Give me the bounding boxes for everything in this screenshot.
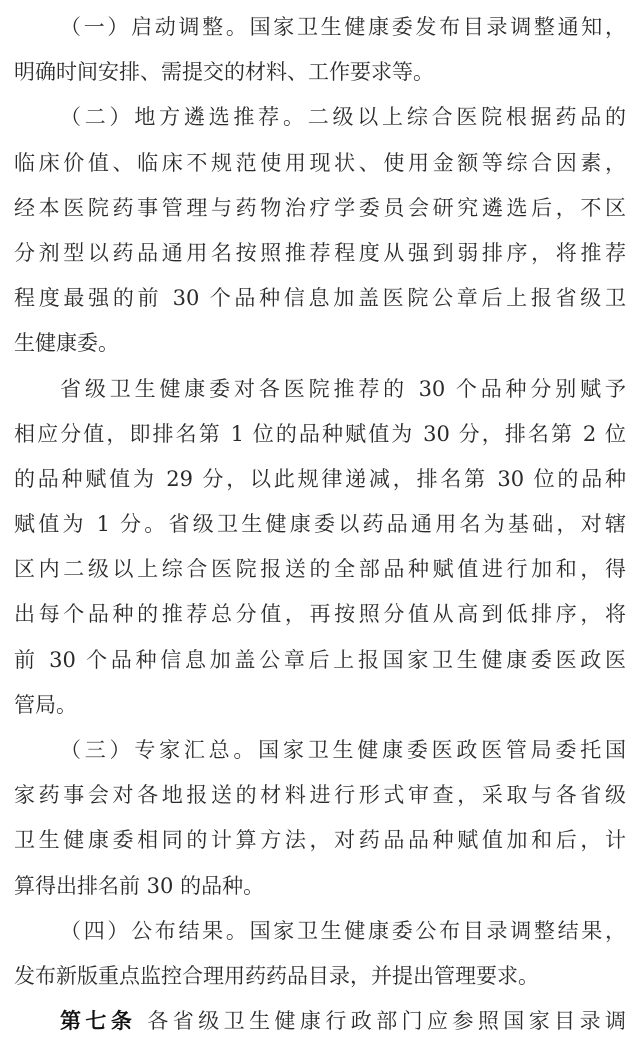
text-line: 算得出排名前 30 的品种。 <box>14 873 265 898</box>
text-line: 区内二级以上综合医院报送的全部品种赋值进行加和，得 <box>14 557 626 582</box>
text-line: 临床价值、临床不规范使用现状、使用金额等综合因素， <box>14 150 626 175</box>
text-line: 生健康委。 <box>14 331 119 356</box>
text-line: 省级卫生健康委对各医院推荐的 30 个品种分别赋予 <box>60 376 626 401</box>
text-line: 家药事会对各地报送的材料进行形式审查，采取与各省级 <box>14 783 626 808</box>
paragraph-step-2-local-selection <box>14 95 626 366</box>
text-line: 程度最强的前 30 个品种信息加盖医院公章后上报省级卫 <box>14 286 626 311</box>
paragraph-provincial-scoring <box>14 367 626 729</box>
text-line: 发布新版重点监控合理用药药品目录，并提出管理要求。 <box>14 963 539 988</box>
text-line: 分剂型以药品通用名按照推荐程度从强到弱排序，将推荐 <box>14 240 626 265</box>
text-line: 赋值为 1 分。省级卫生健康委以药品通用名为基础，对辖 <box>14 512 626 537</box>
text-line: （三）专家汇总。国家卫生健康委医政医管局委托国 <box>60 738 626 762</box>
article-7-paragraph <box>14 999 626 1044</box>
paragraph-step-1-start-adjustment <box>14 5 626 95</box>
article-7-heading: 第七条 <box>60 1009 137 1034</box>
text-line: 经本医院药事管理与药物治疗学委员会研究遴选后，不区 <box>14 195 626 220</box>
text-line: 前 30 个品种信息加盖公章后上报国家卫生健康委医政医 <box>14 647 626 672</box>
text-line: 卫生健康委相同的计算方法，对药品品种赋值加和后，计 <box>14 828 626 853</box>
paragraph-step-3-expert-summary <box>14 728 626 909</box>
text-line: 管局。 <box>14 692 77 717</box>
text-line: （四）公布结果。国家卫生健康委公布目录调整结果， <box>60 918 626 943</box>
paragraph-step-4-publish-results <box>14 909 626 999</box>
text-line: （一）启动调整。国家卫生健康委发布目录调整通知， <box>60 15 626 39</box>
text-line: （二）地方遴选推荐。二级以上综合医院根据药品的 <box>60 105 626 130</box>
text-line: 出每个品种的推荐总分值，再按照分值从高到低排序，将 <box>14 602 626 627</box>
text-line: 明确时间安排、需提交的材料、工作要求等。 <box>14 60 434 85</box>
text-line: 的品种赋值为 29 分，以此规律递减，排名第 30 位的品种 <box>14 466 626 491</box>
article-7-text: 各省级卫生健康行政部门应参照国家目录调 <box>136 1009 626 1034</box>
document-page <box>14 5 626 1044</box>
text-line: 相应分值，即排名第 1 位的品种赋值为 30 分，排名第 2 位 <box>14 421 626 446</box>
